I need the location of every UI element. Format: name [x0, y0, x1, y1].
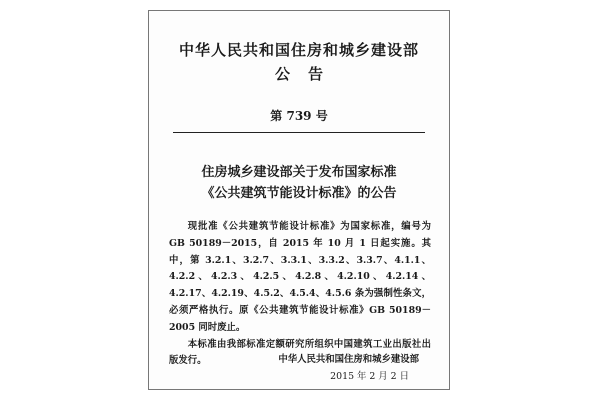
issuer-heading: 中华人民共和国住房和城乡建设部 — [178, 41, 419, 59]
announcement-title-line-1: 住房城乡建设部关于发布国家标准 — [201, 165, 397, 180]
signature-date: 2015 年 2 月 2 日 — [330, 371, 409, 382]
announcement-number: 第 739 号 — [270, 109, 328, 123]
body-paragraph-publication: 本标准由我部标准定额研究所组织中国建筑工业出版社出版发行。 — [169, 338, 431, 367]
announcement-title-line-2: 《公共建筑节能设计标准》的公告 — [201, 186, 397, 201]
document-type-heading: 公告 — [274, 65, 341, 83]
body-paragraph-approval: 现批准《公共建筑节能设计标准》为国家标准，编号为 GB 50189－2015，自 2015 年 10 月 1 日起实施。其中，第 3.2.1、3.2.7、3.3.1、3.3.2、3.3.7、4.1.1、4.2.2、4.2.3、4.2.5、4.2.8、4.2.10、4.2.14、4.2.17、4.2.19、4.5.2、4.5.4、4.5.6 条为强制性条文，必须严格执行。原《公共建筑节能设计标准》GB 50189－2005 同时废止。 — [169, 221, 431, 333]
announcement-body — [169, 219, 431, 370]
signature-organization: 中华人民共和国住房和城乡建设部 — [278, 354, 419, 365]
announcement-document — [148, 10, 450, 390]
header-divider — [173, 132, 425, 133]
